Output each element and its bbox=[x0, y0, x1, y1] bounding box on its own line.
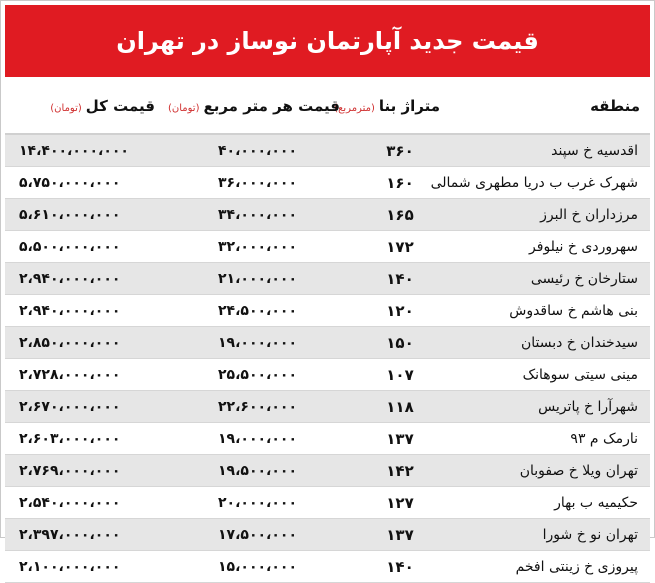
price-per-meter-cell: ۲۵،۵۰۰،۰۰۰ bbox=[165, 359, 350, 391]
total-price-cell: ۵،۷۵۰،۰۰۰،۰۰۰ bbox=[5, 167, 165, 199]
table-row bbox=[5, 295, 650, 327]
price-per-meter-cell: ۲۲،۶۰۰،۰۰۰ bbox=[165, 391, 350, 423]
region-cell: مرزداران خ البرز bbox=[450, 199, 650, 231]
price-per-meter-cell: ۳۲،۰۰۰،۰۰۰ bbox=[165, 231, 350, 263]
price-per-meter-cell: ۲۱،۰۰۰،۰۰۰ bbox=[165, 263, 350, 295]
region-cell: تهران ویلا خ صفوبان bbox=[450, 455, 650, 487]
header-area bbox=[334, 79, 450, 134]
area-cell: ۱۴۲ bbox=[350, 455, 450, 487]
region-cell: تهران نو خ شورا bbox=[450, 519, 650, 551]
area-cell: ۱۴۰ bbox=[350, 551, 450, 583]
region-cell: بنی هاشم خ ساقدوش bbox=[450, 295, 650, 327]
price-per-meter-cell: ۱۵،۰۰۰،۰۰۰ bbox=[165, 551, 350, 583]
total-price-cell: ۲،۶۰۳،۰۰۰،۰۰۰ bbox=[5, 423, 165, 455]
total-price-cell: ۵،۶۱۰،۰۰۰،۰۰۰ bbox=[5, 199, 165, 231]
header-row bbox=[5, 79, 650, 134]
area-cell: ۱۲۷ bbox=[350, 487, 450, 519]
table-row bbox=[5, 391, 650, 423]
area-cell: ۱۳۷ bbox=[350, 519, 450, 551]
price-per-meter-cell: ۲۰،۰۰۰،۰۰۰ bbox=[165, 487, 350, 519]
total-price-cell: ۲،۸۵۰،۰۰۰،۰۰۰ bbox=[5, 327, 165, 359]
total-price-cell: ۲،۹۴۰،۰۰۰،۰۰۰ bbox=[5, 263, 165, 295]
area-cell: ۳۶۰ bbox=[350, 134, 450, 167]
table-row bbox=[5, 327, 650, 359]
area-cell: ۱۵۰ bbox=[350, 327, 450, 359]
area-cell: ۱۳۷ bbox=[350, 423, 450, 455]
table-row bbox=[5, 167, 650, 199]
total-price-cell: ۱۴،۴۰۰،۰۰۰،۰۰۰ bbox=[5, 134, 165, 167]
price-per-meter-cell: ۱۷،۵۰۰،۰۰۰ bbox=[165, 519, 350, 551]
total-price-cell: ۵،۵۰۰،۰۰۰،۰۰۰ bbox=[5, 231, 165, 263]
table-row bbox=[5, 423, 650, 455]
total-price-cell: ۲،۶۷۰،۰۰۰،۰۰۰ bbox=[5, 391, 165, 423]
price-per-meter-cell: ۴۰،۰۰۰،۰۰۰ bbox=[165, 134, 350, 167]
price-table bbox=[5, 79, 650, 583]
header-region-label: منطقه bbox=[590, 97, 640, 115]
table-row bbox=[5, 263, 650, 295]
price-per-meter-cell: ۳۴،۰۰۰،۰۰۰ bbox=[165, 199, 350, 231]
price-per-meter-cell: ۱۹،۵۰۰،۰۰۰ bbox=[165, 455, 350, 487]
header-area-label: متراژ بنا bbox=[378, 97, 440, 115]
table-row bbox=[5, 455, 650, 487]
region-cell: سیدخندان خ دبستان bbox=[450, 327, 650, 359]
table-row bbox=[5, 199, 650, 231]
region-cell: شهرک غرب ب دریا مطهری شمالی bbox=[450, 167, 650, 199]
region-cell: پیروزی خ زینتی افخم bbox=[450, 551, 650, 583]
area-cell: ۱۴۰ bbox=[350, 263, 450, 295]
total-price-cell: ۲،۷۲۸،۰۰۰،۰۰۰ bbox=[5, 359, 165, 391]
area-cell: ۱۶۰ bbox=[350, 167, 450, 199]
price-per-meter-cell: ۱۹،۰۰۰،۰۰۰ bbox=[165, 423, 350, 455]
table-row bbox=[5, 519, 650, 551]
area-cell: ۱۱۸ bbox=[350, 391, 450, 423]
header-region bbox=[450, 79, 650, 134]
price-per-meter-cell: ۳۶،۰۰۰،۰۰۰ bbox=[165, 167, 350, 199]
header-ppm-label: قیمت هر متر مربع bbox=[203, 97, 340, 115]
total-price-cell: ۲،۱۰۰،۰۰۰،۰۰۰ bbox=[5, 551, 165, 583]
header-total-label: قیمت کل bbox=[85, 97, 155, 115]
area-cell: ۱۰۷ bbox=[350, 359, 450, 391]
table-row bbox=[5, 551, 650, 583]
price-per-meter-cell: ۲۴،۵۰۰،۰۰۰ bbox=[165, 295, 350, 327]
total-price-cell: ۲،۷۶۹،۰۰۰،۰۰۰ bbox=[5, 455, 165, 487]
header-total-unit: (تومان) bbox=[50, 103, 82, 114]
region-cell: سهروردی خ نیلوفر bbox=[450, 231, 650, 263]
region-cell: مینی سیتی سوهانک bbox=[450, 359, 650, 391]
header-ppm bbox=[165, 79, 350, 134]
area-cell: ۱۷۲ bbox=[350, 231, 450, 263]
table-row bbox=[5, 487, 650, 519]
area-cell: ۱۶۵ bbox=[350, 199, 450, 231]
region-cell: نارمک م ۹۳ bbox=[450, 423, 650, 455]
area-cell: ۱۲۰ bbox=[350, 295, 450, 327]
total-price-cell: ۲،۹۴۰،۰۰۰،۰۰۰ bbox=[5, 295, 165, 327]
price-per-meter-cell: ۱۹،۰۰۰،۰۰۰ bbox=[165, 327, 350, 359]
table-row bbox=[5, 231, 650, 263]
header-total bbox=[5, 79, 165, 134]
region-cell: اقدسیه خ سپند bbox=[450, 134, 650, 167]
total-price-cell: ۲،۳۹۷،۰۰۰،۰۰۰ bbox=[5, 519, 165, 551]
region-cell: حکیمیه ب بهار bbox=[450, 487, 650, 519]
table-row bbox=[5, 359, 650, 391]
total-price-cell: ۲،۵۴۰،۰۰۰،۰۰۰ bbox=[5, 487, 165, 519]
table-row bbox=[5, 134, 650, 167]
page-title: قیمت جدید آپارتمان نوساز در تهران bbox=[5, 5, 650, 77]
header-ppm-unit: (تومان) bbox=[167, 103, 200, 114]
header-area-unit: (مترمربع) bbox=[334, 103, 375, 114]
region-cell: ستارخان خ رئیسی bbox=[450, 263, 650, 295]
region-cell: شهرآرا خ پاتریس bbox=[450, 391, 650, 423]
